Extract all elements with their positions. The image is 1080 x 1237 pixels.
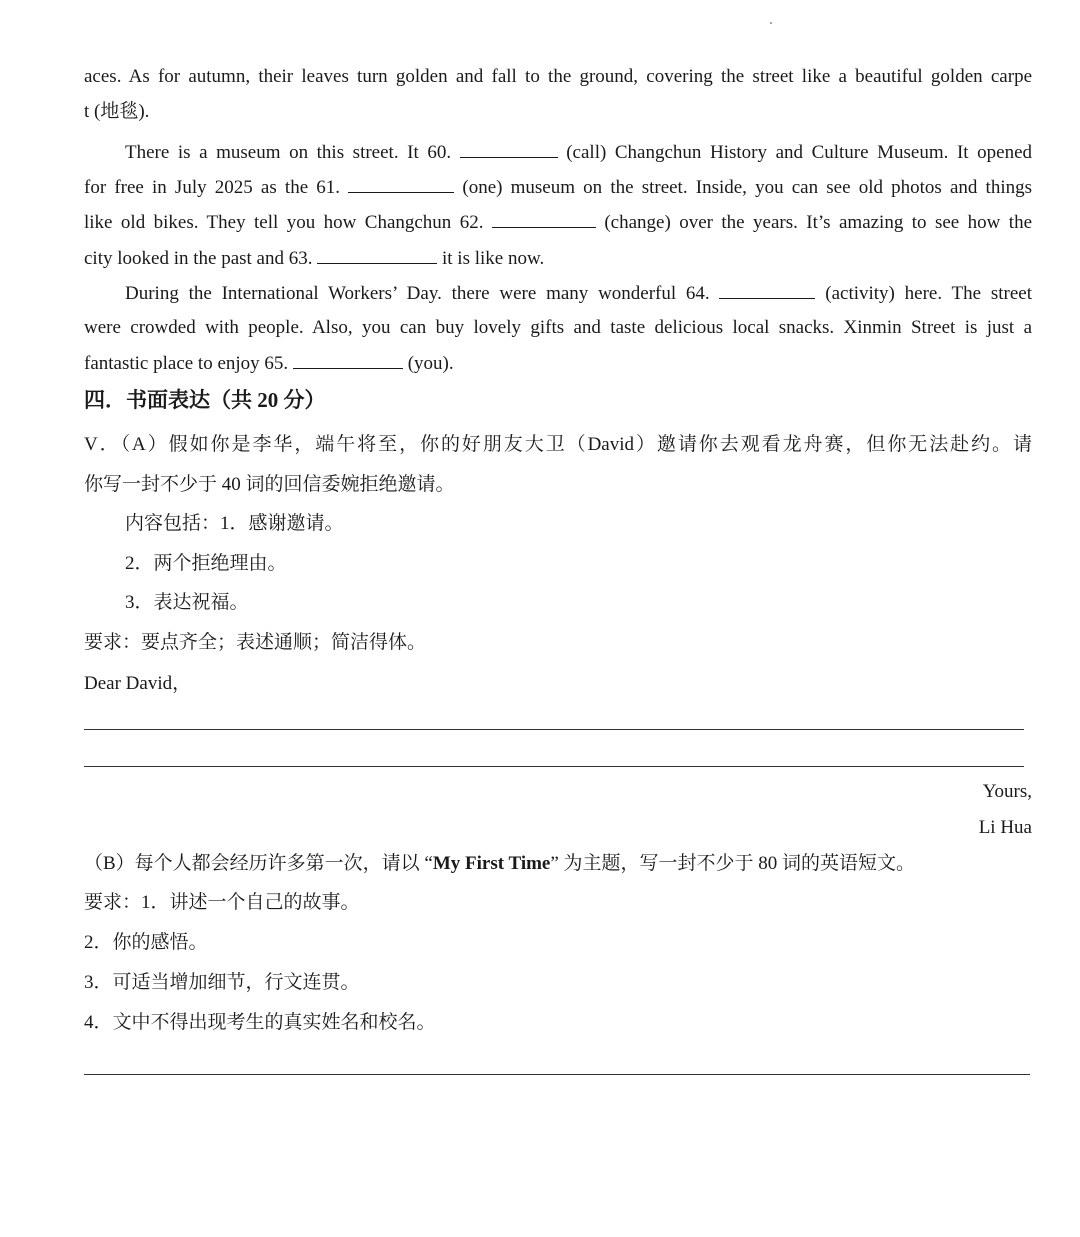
blank-61[interactable] [348,174,454,193]
q64-text-before: During the International Workers’ Day. there were many wonderful 64. [125,283,710,304]
task-b-title: My First Time [432,853,551,874]
letter-salutation: Dear David， [84,673,192,694]
q62-text-before: like old bikes. They tell you how Changchun 62. [84,212,484,233]
passage-line-q64 [125,280,1032,307]
task-a-line-1: V．（A）假如你是李华，端午将至，你的好朋友大卫（David）邀请你去观看龙舟赛，但你无法赴约。请 [84,434,1032,455]
section-heading-writing: 四．书面表达（共 20 分） [84,388,326,412]
scan-speck [770,22,772,24]
passage-line-q63 [84,245,1032,272]
passage-line-1: aces. As for autumn, their leaves turn golden and fall to the ground, covering the street like a beautiful golden carpe [84,66,1032,87]
task-a-content-2: 2．两个拒绝理由。 [125,553,287,574]
blank-65[interactable] [293,350,403,369]
q65-text-after: (you). [407,353,454,374]
letter-closing: Yours, [982,781,1032,802]
task-a-content-1: 内容包括：1．感谢邀请。 [125,513,344,534]
task-b-requirement-1: 要求：1．讲述一个自己的故事。 [84,892,360,913]
blank-64[interactable] [719,280,815,299]
blank-63[interactable] [317,245,437,264]
task-b-requirement-2: 2．你的感悟。 [84,932,208,953]
answer-line-3[interactable] [84,1074,1030,1075]
passage-line-q65 [84,350,1032,377]
passage-line-q62 [84,209,1032,236]
blank-60[interactable] [460,139,558,158]
q65-text-before: fantastic place to enjoy 65. [84,353,289,374]
task-b-prompt-end: ” 为主题，写一封不少于 80 词的英语短文。 [550,853,916,874]
q62-text-after: (change) over the years. It’s amazing to see how the [604,212,1032,233]
q60-text-before: There is a museum on this street. It 60. [125,142,452,163]
q63-text-after: it is like now. [441,248,545,269]
q64-text-after: (activity) here. The street [825,283,1033,304]
task-b-prompt [84,851,1032,877]
passage-line-q60 [125,139,1032,166]
task-b-requirement-4: 4．文中不得出现考生的真实姓名和校名。 [84,1012,436,1033]
task-b-prompt-start: （B）每个人都会经历许多第一次，请以 “ [84,853,433,874]
q61-text-before: for free in July 2025 as the 61. [84,177,341,198]
task-b-requirement-3: 3．可适当增加细节，行文连贯。 [84,972,360,993]
blank-62[interactable] [492,209,596,228]
passage-line-q61 [84,174,1032,201]
q63-text-before: city looked in the past and 63. [84,248,313,269]
letter-signature: Li Hua [978,817,1032,838]
q60-text-after: (call) Changchun History and Culture Museum. It opened [566,142,1033,163]
passage-line-crowded: were crowded with people. Also, you can buy lovely gifts and taste delicious local snacks. Xinmin Street is just a [84,317,1032,338]
answer-line-2[interactable] [84,766,1024,767]
task-a-content-3: 3．表达祝福。 [125,592,249,613]
task-a-line-2: 你写一封不少于 40 词的回信委婉拒绝邀请。 [84,474,455,495]
task-a-requirements: 要求：要点齐全；表述通顺；简洁得体。 [84,632,427,653]
passage-line-2: t (地毯). [84,101,150,122]
q61-text-after: (one) museum on the street. Inside, you can see old photos and things [462,177,1033,198]
answer-line-1[interactable] [84,729,1024,730]
